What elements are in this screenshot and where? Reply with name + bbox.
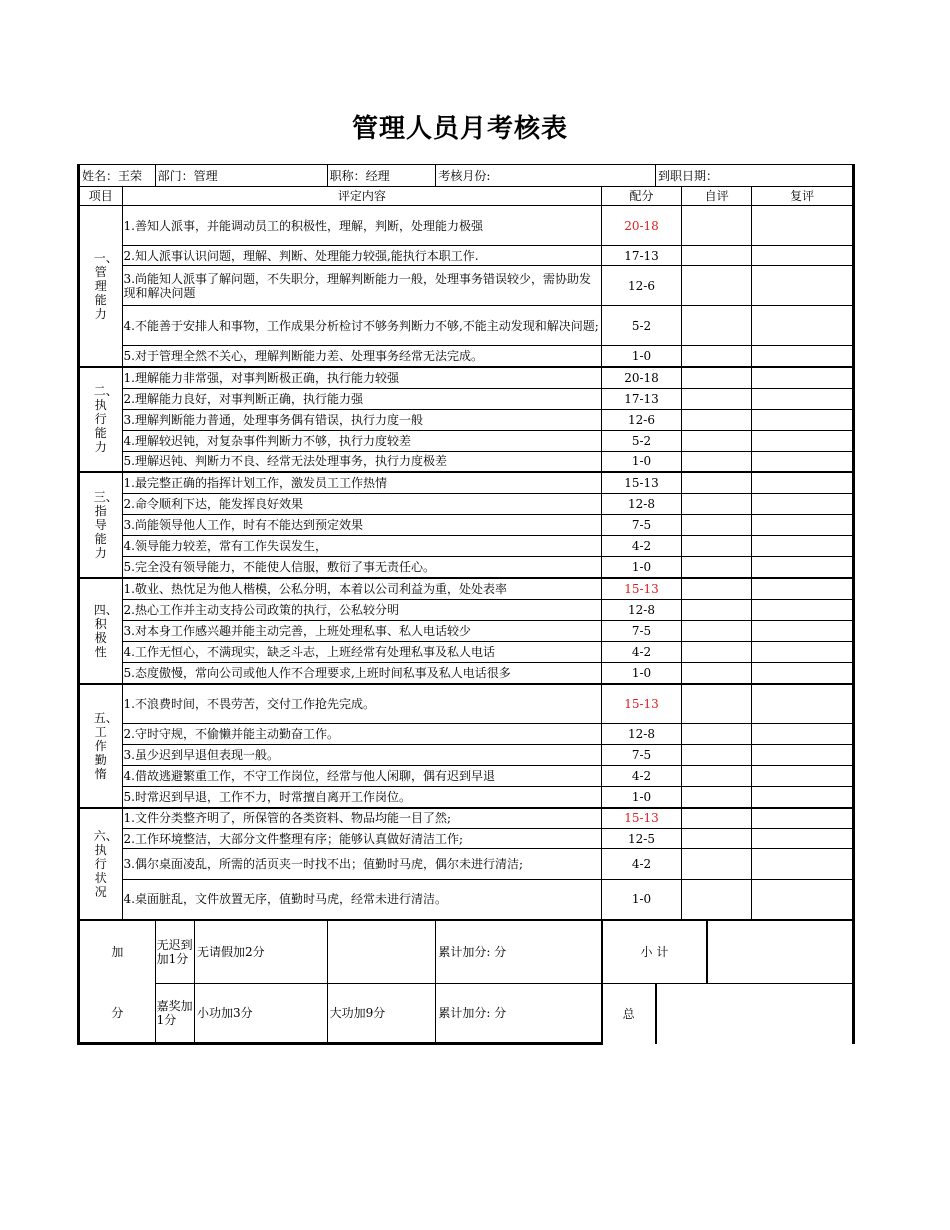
criteria-text: 2.守时守规，不偷懒并能主动勤奋工作。 [122, 724, 602, 745]
criteria-text: 4.理解较迟钝，对复杂事件判断力不够，执行力度较差 [122, 431, 602, 452]
criteria-text: 3.尚能领导他人工作，时有不能达到预定效果 [122, 515, 602, 536]
table-row [79, 452, 854, 472]
score-range: 12-8 [602, 724, 682, 745]
review-score-cell[interactable] [752, 578, 854, 600]
review-score-cell[interactable] [752, 367, 854, 389]
criteria-text: 3.理解判断能力普通，处理事务偶有错误，执行力度一般 [122, 410, 602, 431]
criteria-text: 2.热心工作并主动支持公司政策的执行，公私较分明 [122, 600, 602, 621]
self-score-cell[interactable] [681, 600, 751, 621]
table-row [79, 621, 854, 642]
section-label [79, 206, 123, 367]
review-score-cell[interactable] [752, 472, 854, 494]
table-row [79, 410, 854, 431]
review-score-cell[interactable] [752, 494, 854, 515]
page-title: 管理人员月考核表 [351, 114, 568, 144]
table-row [79, 684, 854, 724]
column-header-row [79, 187, 854, 206]
criteria-text: 5.态度傲慢，常向公司或他人作不合理要求,上班时间私事及私人电话很多 [122, 663, 602, 684]
score-range: 15-13 [602, 578, 682, 600]
join-date-field: 到职日期： [656, 165, 854, 187]
criteria-text: 4.桌面脏乱，文件放置无序，值勤时马虎，经常未进行清洁。 [122, 880, 602, 920]
table-row [79, 346, 854, 367]
self-score-cell[interactable] [681, 724, 751, 745]
score-range: 17-13 [602, 246, 682, 266]
section-label-text: 四、积极性 [93, 602, 118, 659]
total-cell[interactable] [656, 984, 854, 1044]
review-score-cell[interactable] [752, 663, 854, 684]
table-row [79, 389, 854, 410]
col-review: 复评 [752, 187, 854, 206]
self-score-cell[interactable] [681, 578, 751, 600]
score-range: 1-0 [602, 557, 682, 578]
criteria-text: 5.理解迟钝、判断力不良、经常无法处理事务，执行力度极差 [122, 452, 602, 472]
score-range: 1-0 [602, 663, 682, 684]
subtotal-cell[interactable] [707, 920, 853, 984]
review-score-cell[interactable] [752, 684, 854, 724]
self-score-cell[interactable] [681, 880, 751, 920]
table-row [79, 663, 854, 684]
table-row [79, 600, 854, 621]
criteria-text: 4.工作无恒心，不满现实，缺乏斗志，上班经常有处理私事及私人电话 [122, 642, 602, 663]
score-range: 1-0 [602, 452, 682, 472]
criteria-text: 1.善知人派事，并能调动员工的积极性，理解，判断，处理能力极强 [122, 206, 602, 246]
criteria-text: 1.敬业、热忱足为他人楷模，公私分明，本着以公司利益为重，处处表率 [122, 578, 602, 600]
section-label [79, 684, 123, 808]
self-score-cell[interactable] [681, 829, 751, 849]
table-row [79, 246, 854, 266]
criteria-text: 5.时常迟到早退，工作不力，时常擅自离开工作岗位。 [122, 787, 602, 808]
score-range: 20-18 [602, 367, 682, 389]
criteria-text: 1.最完整正确的指挥计划工作，激发员工工作热情 [122, 472, 602, 494]
self-score-cell[interactable] [681, 389, 751, 410]
self-score-cell[interactable] [681, 642, 751, 663]
self-score-cell[interactable] [681, 849, 751, 880]
criteria-text: 3.虽少迟到早退但表现一般。 [122, 745, 602, 766]
table-row [79, 494, 854, 515]
review-score-cell[interactable] [752, 642, 854, 663]
criteria-text: 4.借故逃避繁重工作，不守工作岗位，经常与他人闲聊，偶有迟到早退 [122, 766, 602, 787]
cumulative-bonus: 累计加分: 分 [436, 920, 602, 984]
col-self: 自评 [681, 187, 751, 206]
criteria-text: 4.领导能力较差，常有工作失误发生， [122, 536, 602, 557]
score-range: 12-5 [602, 829, 682, 849]
review-score-cell[interactable] [752, 600, 854, 621]
table-row [79, 431, 854, 452]
bonus-label-top: 加 [79, 920, 156, 984]
self-score-cell[interactable] [681, 745, 751, 766]
criteria-text: 1.不浪费时间，不畏劳苦，交付工作抢先完成。 [122, 684, 602, 724]
bonus-item-2: 大功加9分 [327, 984, 436, 1044]
criteria-text: 1.理解能力非常强，对事判断极正确，执行能力较强 [122, 367, 602, 389]
bonus-item-2 [327, 920, 436, 984]
review-score-cell[interactable] [752, 557, 854, 578]
score-range: 1-0 [602, 346, 682, 367]
score-range: 12-6 [602, 410, 682, 431]
self-score-cell[interactable] [681, 452, 751, 472]
table-row [79, 880, 854, 920]
table-row [79, 829, 854, 849]
score-range: 1-0 [602, 880, 682, 920]
score-range: 12-8 [602, 600, 682, 621]
bonus-category: 无迟到加1分 [155, 920, 194, 984]
score-range: 4-2 [602, 536, 682, 557]
review-score-cell[interactable] [752, 389, 854, 410]
table-row [79, 515, 854, 536]
bonus-category: 嘉奖加1分 [155, 984, 194, 1044]
bonus-item: 无请假加2分 [195, 920, 328, 984]
table-row [79, 367, 854, 389]
review-score-cell[interactable] [752, 431, 854, 452]
review-score-cell[interactable] [752, 410, 854, 431]
criteria-text: 2.命令顺利下达，能发挥良好效果 [122, 494, 602, 515]
review-score-cell[interactable] [752, 745, 854, 766]
criteria-text: 3.偶尔桌面凌乱，所需的活页夹一时找不出；值勤时马虎，偶尔未进行清洁; [122, 849, 602, 880]
bonus-row [79, 984, 854, 1044]
section-label-text: 二、执行能力 [93, 384, 118, 454]
self-score-cell[interactable] [681, 246, 751, 266]
self-score-cell[interactable] [681, 663, 751, 684]
rank-field: 职称：经理 [327, 165, 436, 187]
score-range: 12-6 [602, 266, 682, 306]
self-score-cell[interactable] [681, 536, 751, 557]
score-range: 4-2 [602, 849, 682, 880]
review-score-cell[interactable] [752, 515, 854, 536]
score-range: 20-18 [602, 206, 682, 246]
score-range: 5-2 [602, 306, 682, 346]
dept-field: 部门：管理 [155, 165, 327, 187]
criteria-text: 2.理解能力良好，对事判断正确，执行能力强 [122, 389, 602, 410]
score-range: 12-8 [602, 494, 682, 515]
self-score-cell[interactable] [681, 472, 751, 494]
review-score-cell[interactable] [752, 206, 854, 246]
criteria-text: 3.对本身工作感兴趣并能主动完善，上班处理私事、私人电话较少 [122, 621, 602, 642]
review-score-cell[interactable] [752, 724, 854, 745]
score-range: 15-13 [602, 472, 682, 494]
self-score-cell[interactable] [681, 206, 751, 246]
self-score-cell[interactable] [681, 431, 751, 452]
self-score-cell[interactable] [681, 306, 751, 346]
score-range: 5-2 [602, 431, 682, 452]
review-score-cell[interactable] [752, 452, 854, 472]
table-row [79, 306, 854, 346]
review-score-cell[interactable] [752, 266, 854, 306]
self-score-cell[interactable] [681, 808, 751, 829]
table-row [79, 724, 854, 745]
section-label [79, 578, 123, 684]
criteria-text: 2.工作环境整洁，大部分文件整理有序；能够认真做好清洁工作; [122, 829, 602, 849]
review-score-cell[interactable] [752, 849, 854, 880]
review-score-cell[interactable] [752, 880, 854, 920]
score-range: 15-13 [602, 684, 682, 724]
col-score: 配分 [602, 187, 682, 206]
section-label-text: 五、工作勤惰 [93, 710, 118, 781]
criteria-text: 1.文件分类整齐明了，所保管的各类资料、物品均能一目了然; [122, 808, 602, 829]
bonus-row [79, 920, 854, 984]
criteria-text: 3.尚能知人派事了解问题，不失职分，理解判断能力一般，处理事务错误较少，需协助发现和解决问题 [122, 266, 602, 306]
review-score-cell[interactable] [752, 766, 854, 787]
score-range: 17-13 [602, 389, 682, 410]
criteria-text: 5.完全没有领导能力，不能使人信服，敷衍了事无责任心。 [122, 557, 602, 578]
cumulative-bonus: 累计加分: 分 [436, 984, 602, 1044]
section-label-text: 一、管理能力 [93, 250, 118, 321]
section-label-text: 三、指导能力 [93, 489, 118, 560]
section-label [79, 367, 123, 472]
table-row [79, 557, 854, 578]
self-score-cell[interactable] [681, 787, 751, 808]
score-range: 7-5 [602, 745, 682, 766]
month-field: 考核月份: [436, 165, 656, 187]
table-row [79, 578, 854, 600]
review-score-cell[interactable] [752, 536, 854, 557]
review-score-cell[interactable] [752, 246, 854, 266]
self-score-cell[interactable] [681, 494, 751, 515]
assessment-table [77, 164, 855, 1045]
self-score-cell[interactable] [681, 766, 751, 787]
self-score-cell[interactable] [681, 410, 751, 431]
score-range: 1-0 [602, 787, 682, 808]
review-score-cell[interactable] [752, 829, 854, 849]
criteria-text: 5.对于管理全然不关心，理解判断能力差、处理事务经常无法完成。 [122, 346, 602, 367]
subtotal-label: 小 计 [602, 920, 708, 984]
section-label-text: 六、执行状况 [93, 828, 118, 899]
section-label [79, 808, 123, 920]
score-range: 7-5 [602, 515, 682, 536]
total-label: 总 [602, 984, 656, 1044]
self-score-cell[interactable] [681, 367, 751, 389]
score-range: 4-2 [602, 642, 682, 663]
table-row [79, 849, 854, 880]
table-row [79, 642, 854, 663]
table-row [79, 472, 854, 494]
review-score-cell[interactable] [752, 808, 854, 829]
bonus-item: 小功加3分 [195, 984, 328, 1044]
table-row [79, 787, 854, 808]
info-row [79, 165, 854, 187]
review-score-cell[interactable] [752, 621, 854, 642]
bonus-label-bottom: 分 [79, 984, 156, 1044]
score-range: 15-13 [602, 808, 682, 829]
review-score-cell[interactable] [752, 346, 854, 367]
score-range: 7-5 [602, 621, 682, 642]
criteria-text: 4.不能善于安排人和事物，工作成果分析检讨不够务判断力不够,不能主动发现和解决问题; [122, 306, 602, 346]
self-score-cell[interactable] [681, 515, 751, 536]
self-score-cell[interactable] [681, 266, 751, 306]
score-range: 4-2 [602, 766, 682, 787]
review-score-cell[interactable] [752, 306, 854, 346]
table-row [79, 808, 854, 829]
table-row [79, 536, 854, 557]
col-content: 评定内容 [122, 187, 602, 206]
criteria-text: 2.知人派事认识问题，理解、判断、处理能力较强,能执行本职工作. [122, 246, 602, 266]
review-score-cell[interactable] [752, 787, 854, 808]
col-item: 项目 [79, 187, 123, 206]
self-score-cell[interactable] [681, 557, 751, 578]
table-row [79, 266, 854, 306]
table-row [79, 745, 854, 766]
self-score-cell[interactable] [681, 684, 751, 724]
table-row [79, 206, 854, 246]
self-score-cell[interactable] [681, 621, 751, 642]
self-score-cell[interactable] [681, 346, 751, 367]
section-label [79, 472, 123, 578]
name-field: 姓名：王荣 [79, 165, 156, 187]
table-row [79, 766, 854, 787]
